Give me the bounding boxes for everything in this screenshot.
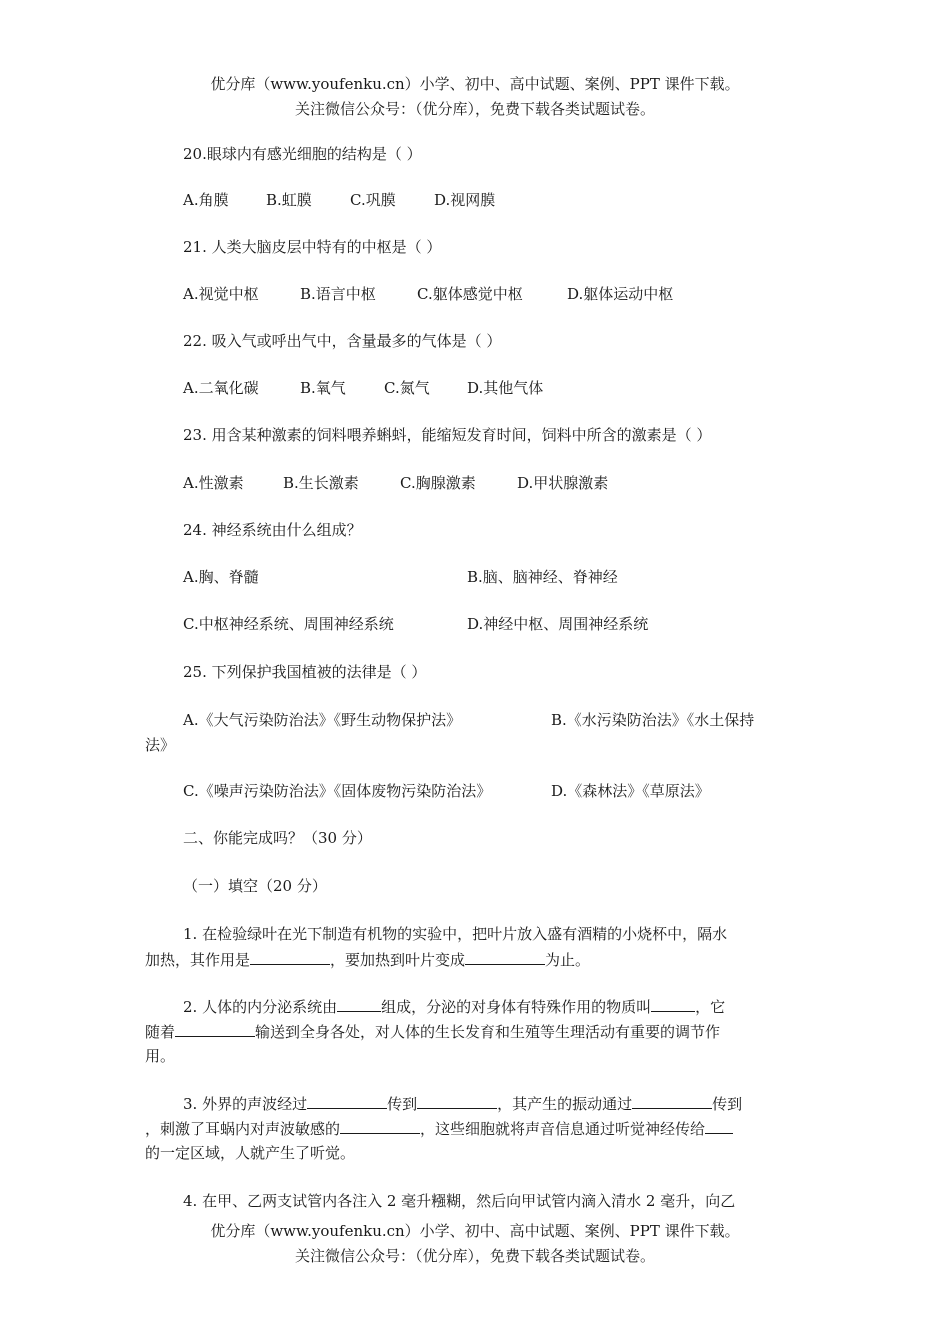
q24-option-c: C.中枢神经系统、周围神经系统: [183, 615, 394, 633]
question-25-stem: 25. 下列保护我国植被的法律是（ ）: [183, 663, 427, 681]
fill-3-line-3: 的一定区域，人就产生了听觉。: [145, 1144, 356, 1162]
q20-option-c: C.巩膜: [350, 191, 396, 209]
fill-1-line-2: [145, 949, 590, 970]
fill-3-text-b: 传到: [387, 1095, 418, 1113]
fill-3-text-e: ，刺激了耳蜗内对声波敏感的: [145, 1120, 341, 1138]
fill-3-blank-4[interactable]: [340, 1118, 420, 1134]
q21-option-c: C.躯体感觉中枢: [417, 285, 523, 303]
q22-option-a: A.二氧化碳: [183, 379, 259, 397]
fill-1-text-c: 为止。: [545, 951, 591, 969]
q23-option-a: A.性激素: [183, 474, 244, 492]
q23-option-c: C.胸腺激素: [400, 474, 476, 492]
footer-line-1: 优分库（www.youfenku.cn）小学、初中、高中试题、案例、PPT 课件下载。: [210, 1222, 740, 1240]
fill-2-text-a: 2. 人体的内分泌系统由: [183, 998, 338, 1016]
fill-2-text-e: 输送到全身各处，对人体的生长发育和生殖等生理活动有重要的调节作: [255, 1023, 721, 1041]
q25-option-b-cont: 法》: [145, 736, 176, 754]
q24-option-a: A.胸、脊髓: [183, 568, 259, 586]
q20-option-d: D.视网膜: [434, 191, 496, 209]
q20-option-b: B.虹膜: [266, 191, 312, 209]
footer-line-2: 关注微信公众号：（优分库），免费下载各类试题试卷。: [294, 1247, 655, 1265]
fill-3-line-2: [145, 1118, 733, 1139]
fill-2-line-2: [145, 1021, 720, 1042]
fill-2-blank-2[interactable]: [651, 996, 695, 1012]
q22-option-b: B.氧气: [300, 379, 346, 397]
fill-2-line-3: 用。: [145, 1047, 176, 1065]
q22-option-d: D.其他气体: [467, 379, 544, 397]
section-2-title: 二、你能完成吗？（30 分）: [183, 829, 372, 847]
fill-3-blank-3[interactable]: [632, 1093, 712, 1109]
q24-option-d: D.神经中枢、周围神经系统: [467, 615, 649, 633]
fill-3-line-1: [183, 1093, 742, 1114]
question-24-stem: 24. 神经系统由什么组成？: [183, 521, 362, 539]
fill-1-text-a: 加热，其作用是: [145, 951, 251, 969]
q25-option-b: B.《水污染防治法》《水土保持: [551, 711, 755, 729]
fill-1-blank-1[interactable]: [250, 949, 330, 965]
fill-1-blank-2[interactable]: [465, 949, 545, 965]
fill-4-line-1: 4. 在甲、乙两支试管内各注入 2 毫升糨糊，然后向甲试管内滴入清水 2 毫升，向乙: [183, 1192, 736, 1210]
fill-3-text-a: 3. 外界的声波经过: [183, 1095, 308, 1113]
fill-2-text-d: 随着: [145, 1023, 176, 1041]
question-22-stem: 22. 吸入气或呼出气中，含量最多的气体是（ ）: [183, 332, 502, 350]
fill-1-text-b: ，要加热到叶片变成: [330, 951, 466, 969]
q23-option-b: B.生长激素: [283, 474, 359, 492]
q25-option-c: C.《噪声污染防治法》《固体废物污染防治法》: [183, 782, 492, 800]
q20-option-a: A.角膜: [183, 191, 229, 209]
fill-3-text-f: ，这些细胞就将声音信息通过听觉神经传给: [420, 1120, 706, 1138]
fill-2-blank-1[interactable]: [337, 996, 381, 1012]
question-21-stem: 21. 人类大脑皮层中特有的中枢是（ ）: [183, 238, 442, 256]
header-line-1: 优分库（www.youfenku.cn）小学、初中、高中试题、案例、PPT 课件下载。: [210, 75, 740, 93]
q23-option-d: D.甲状腺激素: [517, 474, 609, 492]
fill-2-text-c: ，它: [695, 998, 726, 1016]
fill-3-blank-5[interactable]: [705, 1118, 733, 1134]
q22-option-c: C.氮气: [384, 379, 430, 397]
q25-option-d: D.《森林法》《草原法》: [551, 782, 710, 800]
fill-2-blank-3[interactable]: [175, 1021, 255, 1037]
q21-option-b: B.语言中枢: [300, 285, 376, 303]
section-2-subtitle: （一）填空（20 分）: [183, 877, 327, 895]
q21-option-d: D.躯体运动中枢: [567, 285, 674, 303]
fill-3-text-c: ，其产生的振动通过: [497, 1095, 633, 1113]
fill-3-blank-1[interactable]: [307, 1093, 387, 1109]
fill-3-text-d: 传到: [712, 1095, 743, 1113]
fill-2-text-b: 组成，分泌的对身体有特殊作用的物质叫: [381, 998, 652, 1016]
q24-option-b: B.脑、脑神经、脊神经: [467, 568, 618, 586]
fill-3-blank-2[interactable]: [417, 1093, 497, 1109]
header-line-2: 关注微信公众号：（优分库），免费下载各类试题试卷。: [294, 100, 655, 118]
q21-option-a: A.视觉中枢: [183, 285, 259, 303]
question-23-stem: 23. 用含某种激素的饲料喂养蝌蚪，能缩短发育时间，饲料中所含的激素是（ ）: [183, 426, 712, 444]
q25-option-a: A.《大气污染防治法》《野生动物保护法》: [183, 711, 462, 729]
fill-2-line-1: [183, 996, 725, 1017]
question-20-stem: 20.眼球内有感光细胞的结构是（ ）: [183, 145, 422, 163]
fill-1-line-1: 1. 在检验绿叶在光下制造有机物的实验中，把叶片放入盛有酒精的小烧杯中，隔水: [183, 925, 728, 943]
